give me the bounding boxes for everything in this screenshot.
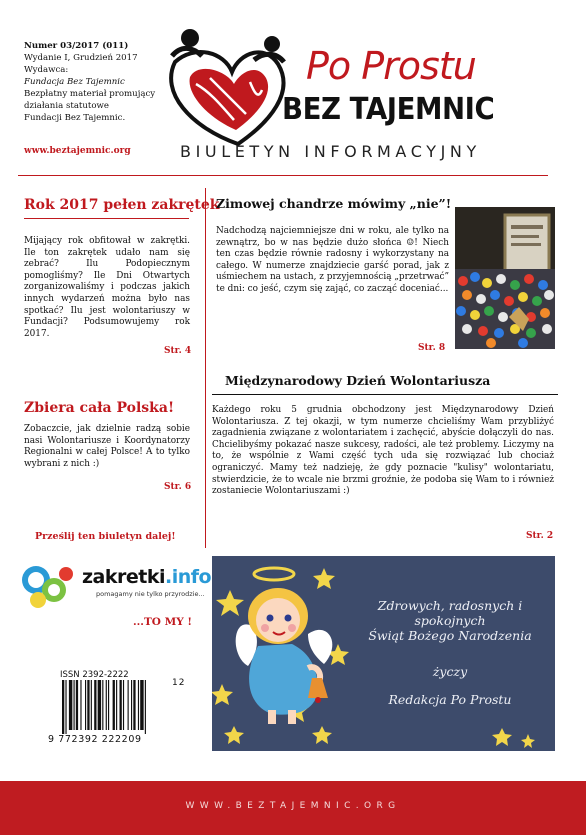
article-title-year-review[interactable]: Rok 2017 pełen zakrętek [24, 197, 220, 213]
column-divider [205, 188, 206, 548]
footer-bar [0, 781, 586, 835]
footer-url[interactable]: WWW.BEZTAJEMNIC.ORG [185, 801, 401, 811]
page-ref[interactable]: Str. 4 [164, 346, 192, 356]
partner-logo[interactable] [82, 566, 211, 588]
partner-name-domain: .info [165, 566, 212, 588]
barcode [60, 680, 184, 734]
partner-slogan: ...TO MY ! [133, 616, 192, 628]
edition: Wydanie I, Grudzień 2017 [24, 53, 138, 63]
article-title-winter[interactable]: Zimowej chandrze mówimy „nie”! [216, 196, 452, 211]
page-ref[interactable]: Str. 2 [526, 531, 554, 541]
title-underline [212, 394, 558, 395]
statement-line: działania statutowe [24, 101, 109, 111]
statement-line: Fundacji Bez Tajemnic. [24, 113, 126, 123]
issn-label: ISSN 2392-2222 [60, 670, 129, 680]
brand-script: Po Prostu [306, 44, 476, 88]
partner-tagline: pomagamy nie tylko przyrodzie... [96, 590, 205, 598]
bottle-caps-icon[interactable] [18, 560, 76, 610]
heart-people-logo-icon [150, 22, 300, 150]
greeting-line-4: Redakcja Po Prostu [388, 692, 512, 707]
website-link[interactable]: www.beztajemnic.org [24, 146, 131, 156]
article-body-winter: Nadchodzą najciemniejsze dni w roku, ale tylko na zewnątrz, bo w nas będzie dużo słońca ☺! Niech ten czas będzie równie radosny i wykorzystany na całego. W numerze znajdziecie garść porad, jak z uśmiechem na ustach, z przyjemnością „przetrwać” te dni: co jeść, czym się zająć, co zacząć doceniać... [216, 226, 449, 294]
brand-subtitle: BIULETYN INFORMACYJNY [180, 142, 481, 161]
angel-illustration-icon [212, 556, 555, 751]
publisher-name: Fundacja Bez Tajemnic [24, 77, 125, 87]
issue-number: Numer 03/2017 (011) [24, 41, 129, 51]
christmas-greeting-card [212, 556, 555, 751]
barcode-issue: 12 [172, 678, 186, 688]
title-underline [24, 218, 189, 219]
greeting-line-3: życzy [432, 664, 468, 679]
article-title-all-poland[interactable]: Zbiera cała Polska! [24, 400, 175, 416]
article-body-year-review: Mijający rok obfitował w zakrętki. Ile ton zakrętek udało nam się zebrać? Ilu Podopiecznym pomogliśmy? Ile Dni Otwartych zorganizowaliśmy i podczas jakich innych wydarzeń można było nas spotkać? Ilu jest wolontariuszy w Fundacji? Podsumowujemy rok 2017. [24, 236, 190, 339]
article-body-volunteer-day: Każdego roku 5 grudnia obchodzony jest Międzynarodowy Dzień Wolontariusza. Z tej okazji, w tym numerze chcieliśmy Wam przybliżyć zagadnienia związane z wolontariatem i zachęcić, abyście dołączyli do nas. Chcielibyśmy pokazać nasze sukcesy, radości, ale też problemy. Liczymy na to, że wspólnie z Wami część tych uda się rozwiązać lub chociaż ograniczyć. Mamy też nadzieję, że gdy poznacie "kulisy" wolontariatu, stwierdzicie, że to wcale nie brzmi groźnie, że podoba się Wam to i również zostaniecie Wolontariuszami :) [212, 405, 554, 497]
greeting-line-1: Zdrowych, radosnych i spokojnych [377, 598, 523, 628]
article-title-volunteer-day[interactable]: Międzynarodowy Dzień Wolontariusza [225, 373, 491, 388]
brand-main: BEZ TAJEMNIC [282, 92, 495, 127]
header-divider [18, 175, 548, 176]
page-ref[interactable]: Str. 6 [164, 482, 192, 492]
bottle-caps-photo [455, 207, 555, 349]
partner-name-main: zakretki [82, 566, 166, 588]
statement-line: Bezpłatny materiał promujący [24, 89, 156, 99]
publisher-label: Wydawca: [24, 65, 69, 75]
greeting-line-2: Świąt Bożego Narodzenia [368, 628, 532, 643]
share-text: Prześlij ten biuletyn dalej! [35, 531, 176, 542]
article-body-all-poland: Zobaczcie, jak dzielnie radzą sobie nasi Wolontariusze i Koordynatorzy Regionalni w całej Polsce! A to tylko wybrani z nich :) [24, 424, 190, 469]
barcode-number: 9 772392 222209 [48, 734, 142, 745]
page-ref[interactable]: Str. 8 [418, 343, 446, 353]
